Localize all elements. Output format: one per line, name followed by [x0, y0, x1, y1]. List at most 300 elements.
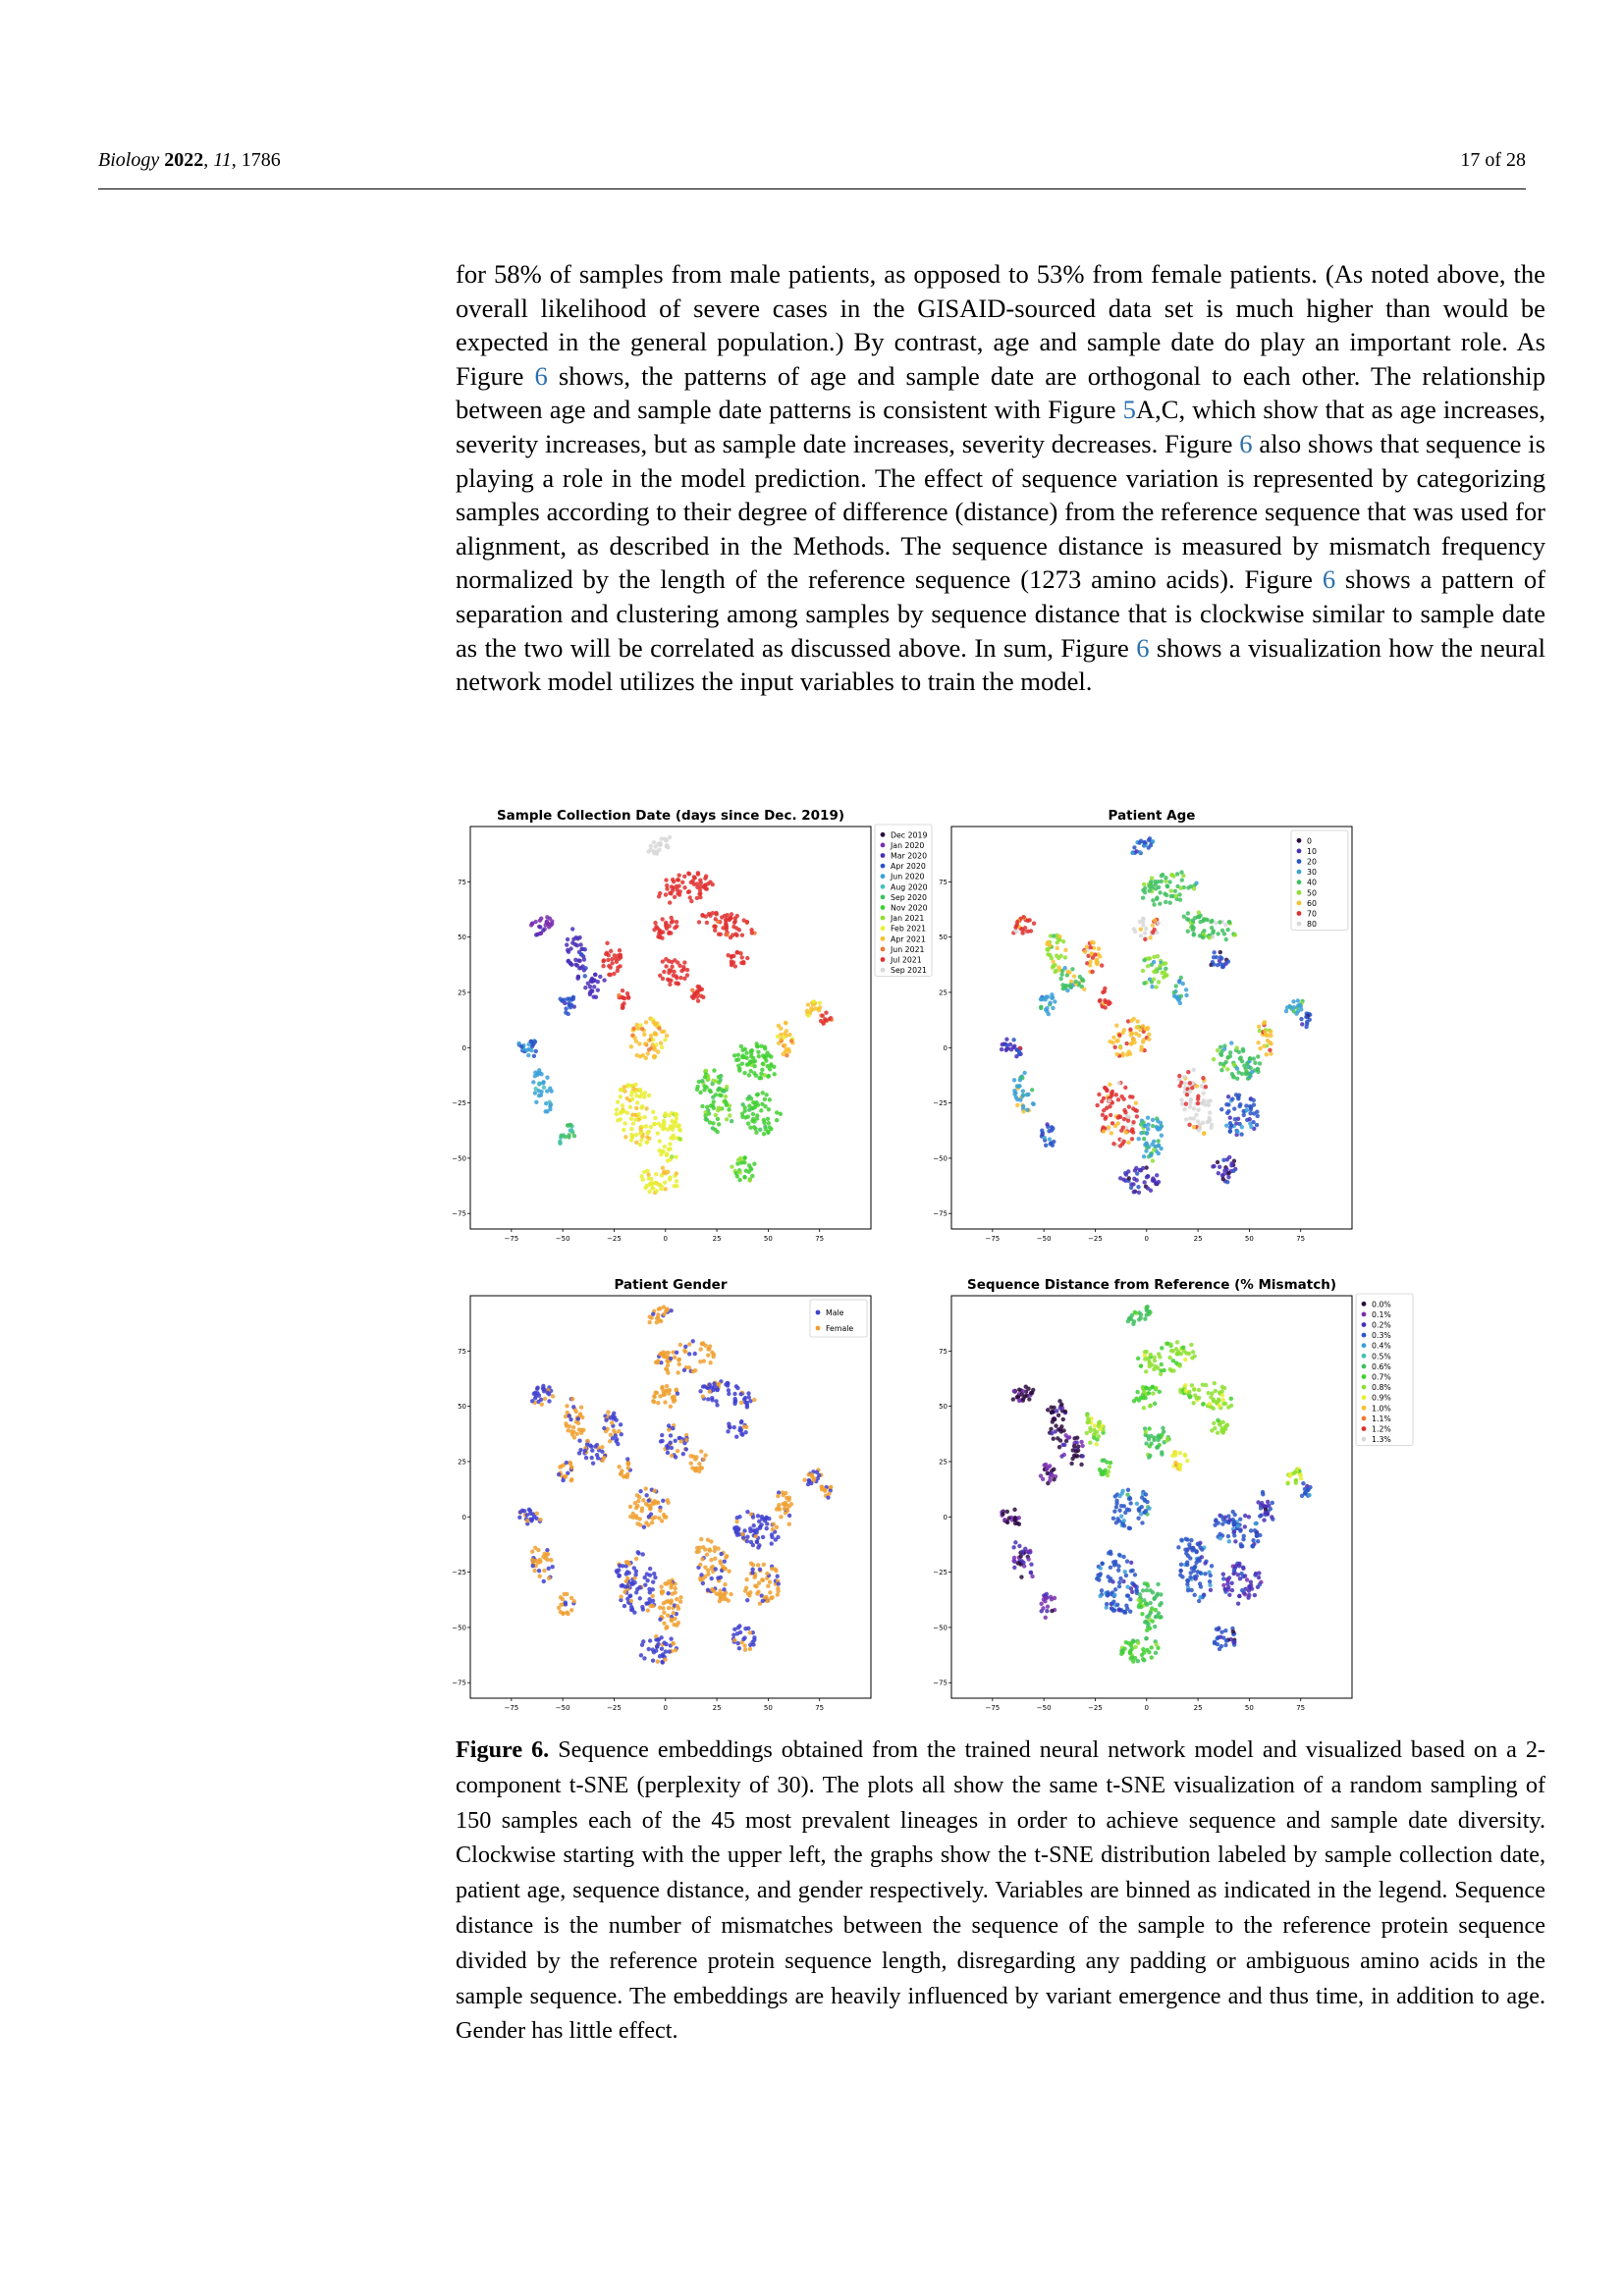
x-tick-label: 50 [763, 1704, 773, 1712]
y-tick-label: 75 [458, 1347, 466, 1356]
data-point [1218, 950, 1222, 954]
data-point [647, 1515, 651, 1519]
data-point [1223, 923, 1227, 927]
data-point [738, 1170, 742, 1174]
data-point [682, 885, 686, 889]
data-point [1294, 1480, 1298, 1484]
data-point [625, 1457, 629, 1461]
data-point [539, 1398, 543, 1402]
data-point [629, 1116, 633, 1120]
data-point [695, 1550, 699, 1554]
data-point [1183, 1358, 1187, 1362]
data-point [1156, 954, 1160, 958]
data-point [1124, 1574, 1128, 1577]
data-point [1147, 1037, 1151, 1041]
data-point [661, 917, 665, 921]
data-point [1228, 1121, 1232, 1125]
data-point [674, 1455, 677, 1459]
data-point [752, 1398, 756, 1402]
data-point [1156, 880, 1160, 883]
data-point [1253, 1593, 1257, 1597]
data-point [1252, 1111, 1256, 1115]
data-point [1142, 882, 1146, 886]
data-point [551, 1394, 555, 1398]
data-point [1245, 1108, 1249, 1112]
data-point [689, 1461, 693, 1465]
data-point [583, 986, 587, 989]
data-point [715, 912, 719, 916]
legend-label: 0.4% [1372, 1341, 1391, 1351]
legend [875, 825, 932, 976]
data-point [662, 1611, 666, 1615]
data-point [1046, 1408, 1050, 1412]
data-point [646, 1522, 650, 1526]
data-point [1213, 1381, 1217, 1385]
data-point [1299, 1476, 1303, 1480]
data-point [1088, 963, 1092, 967]
data-point [1169, 888, 1173, 892]
data-point [1102, 1129, 1106, 1133]
data-point [659, 1319, 663, 1323]
data-point [1111, 1560, 1115, 1564]
data-point [1120, 1051, 1124, 1055]
data-point [743, 1647, 747, 1651]
data-point [542, 1086, 546, 1090]
data-point [579, 952, 583, 956]
x-tick-label: 75 [815, 1235, 825, 1243]
data-point [629, 1599, 633, 1603]
data-point [1062, 1443, 1066, 1447]
data-point [739, 1044, 743, 1048]
data-point [532, 1515, 536, 1519]
data-point [693, 1467, 697, 1470]
data-point [633, 1083, 637, 1087]
data-point [1201, 919, 1205, 923]
data-point [701, 1458, 705, 1462]
data-point [1134, 1032, 1138, 1036]
data-point [1063, 1410, 1067, 1414]
data-point [732, 1638, 736, 1642]
figure-link[interactable]: 6 [1239, 428, 1253, 458]
data-point [1061, 987, 1065, 990]
data-point [575, 943, 579, 947]
data-point [579, 1428, 583, 1432]
data-point [1132, 1190, 1136, 1194]
data-point [744, 1586, 748, 1590]
data-point [1141, 895, 1145, 899]
plot-title: Sequence Distance from Reference (% Mismatch) [966, 1277, 1337, 1293]
data-point [601, 959, 605, 963]
data-point [562, 1611, 566, 1615]
data-point [668, 1142, 672, 1146]
data-point [1158, 890, 1162, 894]
data-point [649, 1125, 653, 1129]
data-point [1053, 1417, 1056, 1421]
data-point [1192, 1387, 1196, 1391]
data-point [668, 983, 672, 987]
data-point [714, 1567, 718, 1571]
legend-label: Aug 2020 [891, 882, 928, 892]
data-point [749, 1167, 753, 1171]
data-point [1098, 1420, 1102, 1424]
data-point [1097, 1093, 1101, 1096]
data-point [761, 1091, 765, 1095]
data-point [542, 1569, 546, 1573]
data-point [1258, 1061, 1262, 1065]
data-point [642, 1033, 646, 1037]
data-point [642, 1170, 646, 1174]
data-point [713, 1549, 717, 1553]
data-point [684, 1438, 688, 1442]
data-point [738, 1630, 742, 1634]
data-point [1226, 959, 1230, 963]
data-point [620, 1109, 623, 1113]
article-number: 1786 [241, 149, 281, 171]
data-point [660, 1386, 664, 1390]
data-point [549, 1558, 553, 1562]
x-tick-label: −50 [1036, 1235, 1052, 1243]
data-point [762, 1055, 766, 1059]
data-point [740, 933, 744, 936]
data-point [1141, 1657, 1145, 1661]
data-point [643, 1582, 647, 1586]
data-point [1065, 1436, 1069, 1440]
data-point [760, 1068, 764, 1072]
data-point [1052, 1436, 1056, 1440]
data-point [759, 1108, 763, 1112]
data-point [1051, 1473, 1055, 1477]
data-point [1072, 974, 1076, 978]
data-point [1208, 1110, 1212, 1114]
data-point [1118, 1115, 1122, 1119]
data-point [1252, 1056, 1256, 1060]
data-point [1147, 1426, 1151, 1430]
data-point [516, 1041, 520, 1045]
data-point [1130, 1137, 1134, 1141]
data-point [529, 1040, 533, 1043]
data-point [569, 1429, 573, 1433]
data-point [1128, 1650, 1132, 1654]
data-point [1122, 1519, 1126, 1522]
data-point [689, 899, 693, 903]
data-point [538, 919, 542, 923]
data-point [651, 1038, 655, 1041]
data-point [663, 1145, 667, 1148]
y-tick-label: 50 [939, 934, 947, 942]
legend-marker [881, 926, 886, 931]
data-point [634, 1506, 638, 1510]
data-point [663, 1038, 667, 1041]
data-point [1235, 1130, 1239, 1134]
data-point [569, 1608, 573, 1612]
data-point [1114, 1521, 1118, 1524]
data-point [1131, 1038, 1135, 1041]
data-point [558, 1465, 562, 1468]
data-point [1111, 1142, 1115, 1146]
data-point [1147, 845, 1151, 849]
data-point [1269, 1041, 1272, 1045]
data-point [1299, 1017, 1303, 1021]
data-point [1021, 1109, 1025, 1113]
data-point [1059, 1429, 1063, 1433]
data-point [1043, 1599, 1047, 1603]
data-point [1194, 1574, 1198, 1577]
data-point [1142, 1390, 1146, 1394]
data-point [1241, 1567, 1245, 1571]
data-point [673, 926, 677, 930]
data-point [1075, 1454, 1079, 1458]
y-tick-label: −50 [933, 1624, 947, 1632]
data-point [1171, 1368, 1175, 1372]
data-point [1240, 1059, 1244, 1063]
data-point [701, 1576, 705, 1580]
data-point [1004, 1038, 1008, 1041]
figure-link[interactable]: 6 [1136, 632, 1150, 663]
data-point [678, 1343, 682, 1347]
data-point [1229, 1161, 1233, 1165]
data-point [1138, 1028, 1142, 1032]
data-point [1117, 1608, 1121, 1612]
data-point [1209, 1098, 1213, 1102]
data-point [761, 1535, 765, 1539]
data-point [1178, 897, 1182, 901]
figure-link[interactable]: 6 [534, 360, 548, 391]
data-point [1156, 1434, 1160, 1438]
data-point [755, 1540, 759, 1544]
data-point [751, 1117, 755, 1121]
data-point [1196, 1101, 1200, 1105]
data-point [568, 1123, 571, 1127]
data-point [1050, 992, 1054, 996]
data-point [661, 930, 665, 934]
data-point [734, 950, 738, 954]
data-point [1218, 1422, 1221, 1426]
data-point [654, 1033, 658, 1037]
data-point [701, 1394, 705, 1398]
data-point [1019, 1575, 1023, 1578]
data-point [1098, 998, 1102, 1002]
data-point [1129, 1019, 1133, 1023]
data-point [1020, 1094, 1024, 1097]
y-tick-label: −75 [933, 1209, 947, 1218]
legend-marker [1297, 890, 1302, 895]
data-point [1144, 927, 1148, 931]
data-point [1256, 1539, 1260, 1543]
data-point [1186, 911, 1190, 915]
data-point [1085, 1431, 1089, 1435]
data-point [1226, 1102, 1230, 1106]
data-point [1141, 917, 1145, 921]
data-point [763, 1104, 767, 1108]
data-point [776, 1035, 780, 1039]
data-point [1213, 1522, 1217, 1526]
data-point [684, 1447, 688, 1451]
data-point [1112, 1593, 1116, 1597]
legend-marker [1362, 1343, 1367, 1348]
data-point [728, 1424, 731, 1428]
data-point [671, 1426, 675, 1430]
x-tick-label: 0 [1144, 1235, 1150, 1243]
data-point [1110, 1093, 1113, 1096]
data-point [655, 1320, 659, 1324]
data-point [1114, 1505, 1118, 1509]
data-point [709, 1558, 713, 1562]
data-point [1174, 1352, 1178, 1356]
data-point [1184, 1117, 1188, 1121]
legend-marker [1362, 1406, 1367, 1411]
data-point [759, 1072, 763, 1076]
data-point [1149, 1353, 1153, 1357]
data-point [617, 1465, 621, 1468]
data-point [549, 1102, 553, 1106]
data-point [1205, 918, 1209, 922]
data-point [1263, 1511, 1267, 1515]
data-point [1063, 955, 1067, 959]
data-point [1030, 1088, 1034, 1092]
data-point [1292, 1005, 1296, 1009]
data-point [1051, 965, 1055, 969]
data-point [1011, 1397, 1015, 1401]
data-point [618, 1564, 622, 1568]
data-point [1189, 884, 1193, 888]
data-point [1250, 1544, 1254, 1548]
data-point [657, 1637, 661, 1641]
data-point [735, 1516, 739, 1520]
data-point [1221, 1158, 1225, 1162]
data-point [1090, 940, 1094, 944]
data-point [705, 1553, 709, 1557]
data-point [1127, 1176, 1131, 1180]
data-point [668, 900, 672, 904]
data-point [1156, 1119, 1160, 1123]
body-paragraph [456, 257, 1545, 699]
legend-marker [1362, 1333, 1367, 1338]
data-point [712, 1381, 716, 1385]
data-point [724, 1095, 728, 1098]
legend-label: 40 [1307, 878, 1317, 887]
data-point [732, 1053, 736, 1057]
data-point [619, 1095, 623, 1098]
data-point [1120, 1650, 1124, 1654]
data-point [1068, 985, 1072, 988]
data-point [1197, 915, 1201, 919]
data-point [1186, 1070, 1190, 1074]
data-point [1013, 1540, 1017, 1544]
data-point [1243, 1514, 1247, 1518]
data-point [728, 917, 731, 921]
data-point [770, 1595, 774, 1599]
data-point [744, 1050, 748, 1054]
data-point [535, 1385, 539, 1389]
data-point [528, 1512, 532, 1516]
data-point [1296, 998, 1300, 1002]
data-point [576, 975, 580, 979]
data-point [1118, 1576, 1122, 1580]
data-point [1269, 1030, 1272, 1034]
data-point [789, 1039, 793, 1042]
legend-label: Jan 2021 [891, 914, 925, 924]
data-point [534, 1559, 538, 1563]
data-point [738, 951, 742, 955]
data-point [748, 1643, 752, 1647]
data-point [685, 973, 689, 977]
data-point [1022, 1071, 1026, 1075]
data-point [1051, 1006, 1055, 1010]
data-point [1020, 927, 1024, 931]
data-point [608, 1415, 612, 1419]
data-point [1045, 947, 1049, 951]
data-point [1012, 1043, 1016, 1047]
data-point [727, 1107, 731, 1111]
data-point [1135, 1171, 1139, 1175]
data-point [1089, 945, 1093, 949]
data-point [1229, 1041, 1233, 1044]
data-point [1143, 937, 1147, 941]
data-point [1146, 1115, 1150, 1119]
data-point [526, 1053, 530, 1057]
data-point [537, 1082, 541, 1086]
data-point [1218, 920, 1221, 924]
data-point [1082, 988, 1086, 991]
data-point [1157, 1144, 1161, 1148]
data-point [618, 953, 622, 957]
data-point [1216, 1418, 1219, 1422]
data-point [635, 1100, 639, 1104]
data-point [1061, 1417, 1065, 1421]
data-point [1192, 1125, 1196, 1129]
data-point [750, 1571, 754, 1575]
data-point [1027, 918, 1031, 922]
data-point [643, 1041, 647, 1045]
data-point [636, 1112, 640, 1116]
data-point [1291, 999, 1295, 1003]
data-point [758, 1128, 762, 1132]
data-point [672, 880, 676, 883]
data-point [772, 1522, 776, 1526]
data-point [743, 1108, 747, 1112]
data-point [1126, 1141, 1130, 1145]
data-point [1118, 1176, 1122, 1180]
data-point [1108, 1465, 1111, 1468]
data-point [1153, 918, 1157, 922]
data-point [1139, 1168, 1143, 1172]
data-point [602, 978, 606, 982]
data-point [656, 1401, 660, 1405]
data-point [729, 935, 732, 939]
figure-link[interactable]: 5 [1122, 395, 1136, 425]
x-tick-label: 75 [1296, 1235, 1306, 1243]
data-point [623, 1604, 626, 1608]
legend-marker [816, 1326, 821, 1331]
data-point [746, 1062, 750, 1066]
data-point [644, 1056, 648, 1060]
data-point [652, 1395, 656, 1399]
figure-link[interactable]: 6 [1322, 564, 1336, 595]
data-point [1134, 1166, 1138, 1170]
data-point [1208, 1402, 1212, 1406]
data-point [659, 1352, 663, 1356]
data-point [1156, 1139, 1160, 1143]
data-point [1133, 1573, 1137, 1576]
data-point [649, 1177, 653, 1181]
data-point [1217, 1171, 1220, 1175]
data-point [1188, 1090, 1192, 1094]
data-point [775, 1525, 779, 1529]
data-point [1197, 1599, 1201, 1603]
data-point [1046, 1471, 1050, 1475]
data-point [1155, 895, 1159, 899]
data-point [1129, 1033, 1133, 1037]
